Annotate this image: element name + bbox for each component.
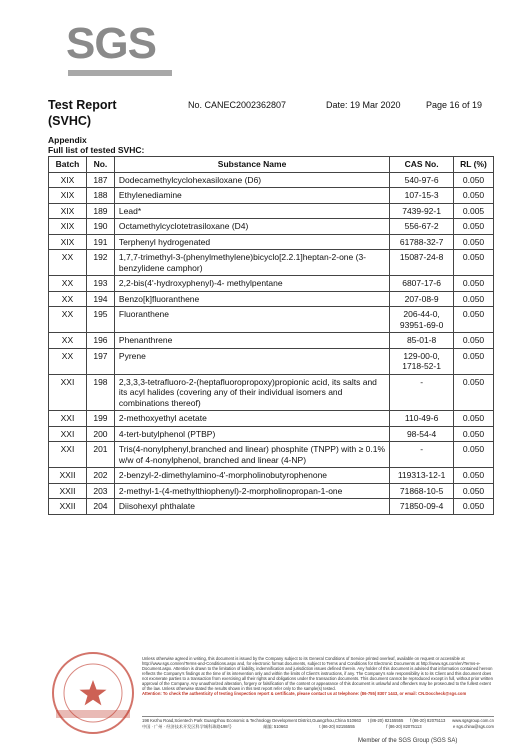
- batch-cell: XIX: [49, 219, 87, 235]
- substance-cell: 2-benzyl-2-dimethylamino-4'-morpholinobutyrophenone: [114, 468, 389, 484]
- substance-cell: 2-methyl-1-(4-methylthiophenyl)-2-morpholinopropan-1-one: [114, 483, 389, 499]
- header-rl: RL (%): [454, 157, 494, 173]
- rl-cell: 0.005: [454, 203, 494, 219]
- rl-cell: 0.050: [454, 307, 494, 333]
- sgs-logo: [66, 20, 178, 78]
- batch-cell: XXI: [49, 411, 87, 427]
- table-row: [49, 499, 494, 515]
- substance-cell: Tris(4-nonylphenyl,branched and linear) phosphite (TNPP) with ≥ 0.1% w/w of 4-nonylphenol, branched and linear (4-NP): [114, 442, 389, 468]
- table-row: [49, 483, 494, 499]
- report-date: Date: 19 Mar 2020: [326, 100, 401, 110]
- number-cell: 199: [86, 411, 114, 427]
- rl-cell: 0.050: [454, 219, 494, 235]
- substance-cell: Phenanthrene: [114, 333, 389, 349]
- number-cell: 203: [86, 483, 114, 499]
- cas-cell: 207-08-9: [390, 291, 454, 307]
- substance-cell: 1,7,7-trimethyl-3-(phenylmethylene)bicyclo[2.2.1]heptan-2-one (3-benzylidene camphor): [114, 250, 389, 276]
- number-cell: 191: [86, 234, 114, 250]
- table-row: [49, 172, 494, 188]
- table-row: [49, 426, 494, 442]
- table-row: [49, 468, 494, 484]
- table-row: [49, 411, 494, 427]
- table-row: [49, 348, 494, 374]
- number-cell: 202: [86, 468, 114, 484]
- cas-cell: 61788-32-7: [390, 234, 454, 250]
- table-row: [49, 188, 494, 204]
- table-row: [49, 276, 494, 292]
- cas-cell: 15087-24-8: [390, 250, 454, 276]
- table-row: [49, 234, 494, 250]
- cas-cell: 540-97-6: [390, 172, 454, 188]
- rl-cell: 0.050: [454, 333, 494, 349]
- report-title: Test Report: [48, 98, 117, 112]
- cas-cell: 71868-10-5: [390, 483, 454, 499]
- report-number: No. CANEC2002362807: [188, 100, 287, 110]
- cas-cell: 119313-12-1: [390, 468, 454, 484]
- table-row: [49, 307, 494, 333]
- cas-cell: 71850-09-4: [390, 499, 454, 515]
- rl-cell: 0.050: [454, 250, 494, 276]
- list-heading: Full list of tested SVHC:: [48, 145, 145, 155]
- rl-cell: 0.050: [454, 426, 494, 442]
- table-row: [49, 250, 494, 276]
- batch-cell: XXI: [49, 442, 87, 468]
- company-seal: [50, 650, 136, 736]
- address-cn: 中国 · 广州 · 经济技术开发区科学城科珠路198号: [142, 724, 232, 729]
- batch-cell: XIX: [49, 234, 87, 250]
- footer-divider: [142, 716, 494, 717]
- number-cell: 198: [86, 374, 114, 411]
- batch-cell: XXII: [49, 483, 87, 499]
- substance-cell: Ethylenediamine: [114, 188, 389, 204]
- phone-cn: t (86-20) 82155555: [319, 724, 355, 729]
- number-cell: 192: [86, 250, 114, 276]
- substance-cell: 2,2-bis(4'-hydroxyphenyl)-4- methylpentane: [114, 276, 389, 292]
- number-cell: 201: [86, 442, 114, 468]
- postcode-cn: 邮编: 510663: [263, 724, 288, 729]
- number-cell: 204: [86, 499, 114, 515]
- rl-cell: 0.050: [454, 291, 494, 307]
- rl-cell: 0.050: [454, 188, 494, 204]
- disclaimer-text: Unless otherwise agreed in writing, this document is issued by the Company subject to its General Conditions of Service printed overleaf, available on request or accessible at http://www.sgs.com/en/Terms-and-Conditions.aspx and, for electronic format documents, subject to Terms and Conditions for Electronic Documents at http://www.sgs.com/en/Terms-e-Document.aspx. Attention is drawn to the limitation of liability, indemnification and jurisdiction issues defined therein. Any holder of this document is advised that information contained hereon reflects the Company's findings at the time of its intervention only and within the limits of Client's instructions, if any. The Company's sole responsibility is to its Client and this document does not exonerate parties to a transaction from exercising all their rights and obligations under the transaction documents. This document cannot be reproduced except in full, without prior written approval of the Company. Any unauthorized alteration, forgery or falsification of the content or appearance of this document is unlawful and offenders may be prosecuted to the fullest extent of the law. Unless otherwise stated the results shown in this test report refer only to the sample(s) tested.: [142, 656, 493, 691]
- number-cell: 197: [86, 348, 114, 374]
- rl-cell: 0.050: [454, 411, 494, 427]
- number-cell: 187: [86, 172, 114, 188]
- batch-cell: XX: [49, 291, 87, 307]
- number-cell: 195: [86, 307, 114, 333]
- footer-disclaimer: [142, 656, 494, 696]
- batch-cell: XIX: [49, 203, 87, 219]
- header-substance: Substance Name: [114, 157, 389, 173]
- table-header-row: [49, 157, 494, 173]
- batch-cell: XXI: [49, 374, 87, 411]
- number-cell: 189: [86, 203, 114, 219]
- batch-cell: XX: [49, 307, 87, 333]
- page-number: Page 16 of 19: [426, 100, 483, 110]
- appendix-heading: Appendix: [48, 135, 87, 145]
- cas-cell: -: [390, 374, 454, 411]
- svhc-table: [48, 156, 494, 515]
- fax-cn: f (86-20) 82075113: [386, 724, 422, 729]
- cas-cell: 556-67-2: [390, 219, 454, 235]
- table-row: [49, 291, 494, 307]
- rl-cell: 0.050: [454, 442, 494, 468]
- substance-cell: Pyrene: [114, 348, 389, 374]
- batch-cell: XXII: [49, 468, 87, 484]
- rl-cell: 0.050: [454, 468, 494, 484]
- rl-cell: 0.050: [454, 483, 494, 499]
- member-note: Member of the SGS Group (SGS SA): [358, 738, 458, 744]
- number-cell: 196: [86, 333, 114, 349]
- cas-cell: 206-44-0, 93951-69-0: [390, 307, 454, 333]
- batch-cell: XXII: [49, 499, 87, 515]
- address-row-cn: [142, 724, 494, 730]
- email-link[interactable]: e sgs.china@sgs.com: [452, 724, 494, 729]
- phone-en: t (86-20) 82155555: [367, 718, 404, 723]
- rl-cell: 0.050: [454, 374, 494, 411]
- batch-cell: XX: [49, 348, 87, 374]
- report-subtitle: (SVHC): [48, 114, 92, 128]
- cas-cell: 107-15-3: [390, 188, 454, 204]
- rl-cell: 0.050: [454, 348, 494, 374]
- cas-cell: 7439-92-1: [390, 203, 454, 219]
- header-no: No.: [86, 157, 114, 173]
- rl-cell: 0.050: [454, 499, 494, 515]
- rl-cell: 0.050: [454, 172, 494, 188]
- table-row: [49, 333, 494, 349]
- table-row: [49, 219, 494, 235]
- substance-cell: 4-tert-butylphenol (PTBP): [114, 426, 389, 442]
- substance-cell: Diisohexyl phthalate: [114, 499, 389, 515]
- cas-cell: 6807-17-6: [390, 276, 454, 292]
- substance-cell: Octamethylcyclotetrasiloxane (D4): [114, 219, 389, 235]
- address-en: 198 Kezhu Road,Scientech Park Guangzhou Economic & Technology Development District,Guangzhou,China 510663: [142, 718, 361, 723]
- batch-cell: XIX: [49, 188, 87, 204]
- substance-cell: Lead*: [114, 203, 389, 219]
- substance-cell: Dodecamethylcyclohexasiloxane (D6): [114, 172, 389, 188]
- cas-cell: -: [390, 442, 454, 468]
- logo-text: SGS: [66, 19, 156, 68]
- website-link[interactable]: www.sgsgroup.com.cn: [452, 718, 494, 723]
- batch-cell: XX: [49, 250, 87, 276]
- table-row: [49, 203, 494, 219]
- substance-cell: 2-methoxyethyl acetate: [114, 411, 389, 427]
- number-cell: 194: [86, 291, 114, 307]
- logo-bar: [68, 70, 172, 76]
- table-row: [49, 374, 494, 411]
- cas-cell: 98-54-4: [390, 426, 454, 442]
- batch-cell: XX: [49, 333, 87, 349]
- batch-cell: XIX: [49, 172, 87, 188]
- batch-cell: XX: [49, 276, 87, 292]
- rl-cell: 0.050: [454, 234, 494, 250]
- header-cas: CAS No.: [390, 157, 454, 173]
- fax-en: f (86-20) 82075113: [410, 718, 446, 723]
- rl-cell: 0.050: [454, 276, 494, 292]
- number-cell: 193: [86, 276, 114, 292]
- number-cell: 190: [86, 219, 114, 235]
- cas-cell: 110-49-6: [390, 411, 454, 427]
- cas-cell: 85-01-8: [390, 333, 454, 349]
- substance-cell: Fluoranthene: [114, 307, 389, 333]
- table-row: [49, 442, 494, 468]
- footer-address: [142, 718, 494, 730]
- substance-cell: Benzo[k]fluoranthene: [114, 291, 389, 307]
- number-cell: 200: [86, 426, 114, 442]
- number-cell: 188: [86, 188, 114, 204]
- substance-cell: Terphenyl hydrogenated: [114, 234, 389, 250]
- header-batch: Batch: [49, 157, 87, 173]
- substance-cell: 2,3,3,3-tetrafluoro-2-(heptafluoropropoxy)propionic acid, its salts and its acyl halides (covering any of their individual isomers and combinations thereof): [114, 374, 389, 411]
- attention-text: Attention: To check the authenticity of testing /inspection report & certificate, please contact us at telephone: (86-755) 8307 1443, or email: CN.Doccheck@sgs.com: [142, 691, 467, 696]
- batch-cell: XXI: [49, 426, 87, 442]
- cas-cell: 129-00-0, 1718-52-1: [390, 348, 454, 374]
